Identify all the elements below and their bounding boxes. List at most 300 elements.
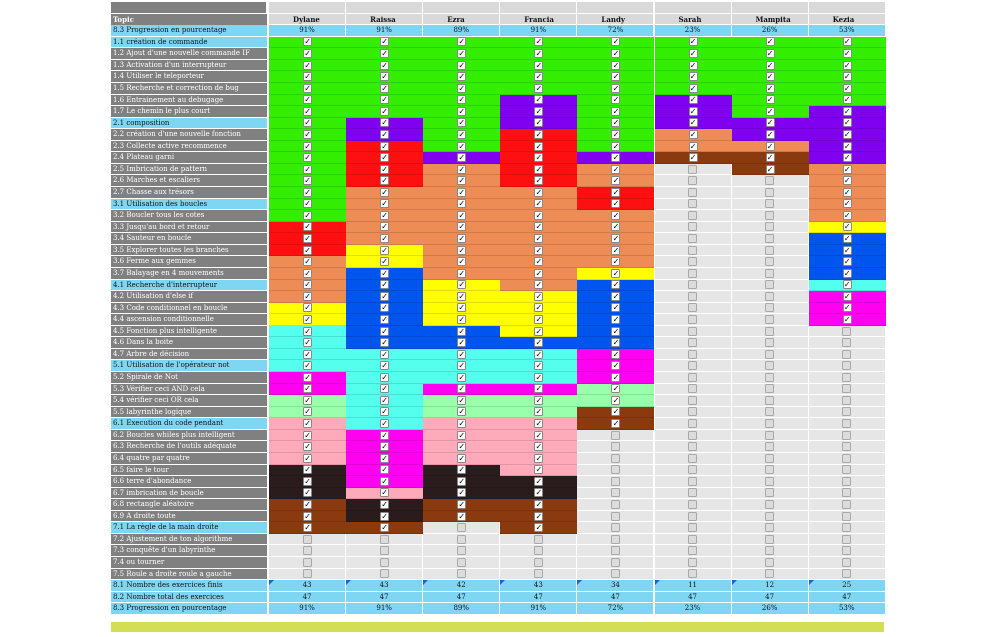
progress-cell[interactable] — [732, 291, 809, 303]
checkbox-checked[interactable]: ✓ — [381, 245, 388, 255]
progress-cell[interactable] — [269, 488, 346, 500]
summary-value-cell[interactable] — [732, 603, 809, 615]
progress-cell[interactable] — [655, 152, 732, 164]
checkbox-checked[interactable]: ✓ — [535, 164, 543, 174]
checkbox-unchecked[interactable] — [765, 338, 774, 347]
topic-label[interactable]: 6.5 faire le tour — [111, 465, 267, 477]
checkbox-unchecked[interactable] — [842, 512, 851, 521]
progress-cell[interactable] — [732, 187, 809, 199]
checkbox-unchecked[interactable] — [611, 558, 620, 567]
checkbox-checked[interactable]: ✓ — [458, 257, 466, 267]
progress-cell[interactable] — [500, 37, 577, 49]
checkbox-unchecked[interactable] — [842, 569, 851, 578]
topic-label[interactable]: 7.2 Ajustement de ton algorithme — [111, 534, 267, 546]
progress-cell[interactable] — [732, 349, 809, 361]
progress-cell[interactable] — [732, 557, 809, 569]
summary-label[interactable]: 8.2 Nombre total des exercices — [111, 592, 267, 604]
progress-cell[interactable] — [809, 291, 886, 303]
summary-value-cell[interactable] — [500, 603, 577, 615]
progress-cell[interactable] — [269, 395, 346, 407]
checkbox-checked[interactable]: ✓ — [843, 129, 851, 139]
checkbox-checked[interactable]: ✓ — [458, 499, 466, 509]
checkbox-checked[interactable]: ✓ — [381, 523, 388, 533]
topic-label[interactable]: 4.2 Utilisation d'else if — [111, 291, 267, 303]
checkbox-checked[interactable]: ✓ — [612, 384, 620, 394]
progress-cell[interactable] — [346, 129, 423, 141]
checkbox-checked[interactable]: ✓ — [381, 314, 388, 324]
student-header-ezra[interactable]: Ezra — [423, 14, 500, 26]
progress-cell[interactable] — [577, 210, 654, 222]
checkbox-checked[interactable]: ✓ — [304, 106, 311, 116]
progress-cell[interactable] — [732, 280, 809, 292]
progress-cell[interactable] — [577, 545, 654, 557]
checkbox-checked[interactable]: ✓ — [766, 95, 774, 105]
checkbox-checked[interactable]: ✓ — [535, 349, 543, 359]
checkbox-checked[interactable]: ✓ — [458, 176, 466, 186]
progress-cell[interactable] — [577, 141, 654, 153]
progress-cell[interactable] — [655, 48, 732, 60]
checkbox-checked[interactable]: ✓ — [381, 407, 388, 417]
checkbox-checked[interactable]: ✓ — [843, 37, 851, 47]
checkbox-checked[interactable]: ✓ — [458, 60, 466, 70]
checkbox-checked[interactable]: ✓ — [381, 326, 388, 336]
progress-cell[interactable] — [577, 268, 654, 280]
progress-cell[interactable] — [346, 187, 423, 199]
progress-cell[interactable] — [809, 407, 886, 419]
progress-cell[interactable] — [500, 175, 577, 187]
topic-label[interactable]: 4.1 Recherche d'interrupteur — [111, 280, 267, 292]
checkbox-checked[interactable]: ✓ — [304, 303, 311, 313]
checkbox-checked[interactable]: ✓ — [535, 129, 543, 139]
progress-cell[interactable] — [732, 268, 809, 280]
progress-cell[interactable] — [269, 256, 346, 268]
checkbox-unchecked[interactable] — [688, 419, 697, 428]
checkbox-checked[interactable]: ✓ — [304, 488, 311, 498]
progress-cell[interactable] — [500, 141, 577, 153]
progress-cell[interactable] — [655, 430, 732, 442]
checkbox-checked[interactable]: ✓ — [458, 37, 466, 47]
progress-cell[interactable] — [269, 152, 346, 164]
checkbox-unchecked[interactable] — [611, 546, 620, 555]
checkbox-checked[interactable]: ✓ — [458, 314, 466, 324]
checkbox-unchecked[interactable] — [765, 269, 774, 278]
checkbox-checked[interactable]: ✓ — [843, 83, 851, 93]
checkbox-checked[interactable]: ✓ — [535, 430, 543, 440]
progress-cell[interactable] — [346, 441, 423, 453]
progress-cell[interactable] — [269, 222, 346, 234]
checkbox-checked[interactable]: ✓ — [381, 129, 388, 139]
checkbox-unchecked[interactable] — [765, 442, 774, 451]
checkbox-checked[interactable]: ✓ — [458, 407, 466, 417]
checkbox-unchecked[interactable] — [765, 419, 774, 428]
checkbox-unchecked[interactable] — [457, 546, 466, 555]
checkbox-checked[interactable]: ✓ — [535, 384, 543, 394]
summary-value-cell[interactable] — [809, 25, 886, 37]
checkbox-unchecked[interactable] — [842, 407, 851, 416]
progress-cell[interactable] — [655, 534, 732, 546]
progress-cell[interactable] — [809, 245, 886, 257]
progress-cell[interactable] — [500, 522, 577, 534]
checkbox-checked[interactable]: ✓ — [689, 83, 697, 93]
checkbox-checked[interactable]: ✓ — [612, 129, 620, 139]
checkbox-checked[interactable]: ✓ — [535, 488, 543, 498]
checkbox-checked[interactable]: ✓ — [766, 129, 774, 139]
checkbox-unchecked[interactable] — [688, 315, 697, 324]
progress-cell[interactable] — [655, 418, 732, 430]
progress-cell[interactable] — [655, 499, 732, 511]
progress-cell[interactable] — [732, 129, 809, 141]
progress-cell[interactable] — [423, 372, 500, 384]
checkbox-unchecked[interactable] — [688, 569, 697, 578]
checkbox-unchecked[interactable] — [842, 546, 851, 555]
checkbox-checked[interactable]: ✓ — [612, 164, 620, 174]
progress-cell[interactable] — [655, 210, 732, 222]
progress-cell[interactable] — [500, 187, 577, 199]
checkbox-checked[interactable]: ✓ — [535, 234, 543, 244]
checkbox-checked[interactable]: ✓ — [612, 37, 620, 47]
checkbox-checked[interactable]: ✓ — [304, 222, 311, 232]
checkbox-checked[interactable]: ✓ — [304, 129, 311, 139]
progress-cell[interactable] — [732, 303, 809, 315]
progress-cell[interactable] — [809, 118, 886, 130]
summary-value-cell[interactable] — [732, 592, 809, 604]
checkbox-checked[interactable]: ✓ — [381, 234, 388, 244]
checkbox-checked[interactable]: ✓ — [612, 395, 620, 405]
progress-cell[interactable] — [577, 395, 654, 407]
checkbox-checked[interactable]: ✓ — [535, 153, 543, 163]
progress-cell[interactable] — [423, 545, 500, 557]
topic-label[interactable]: 6.4 quatre par quatre — [111, 453, 267, 465]
progress-cell[interactable] — [423, 71, 500, 83]
topic-label[interactable]: 2.5 Imbrication de pattern — [111, 164, 267, 176]
progress-cell[interactable] — [423, 256, 500, 268]
progress-cell[interactable] — [423, 465, 500, 477]
progress-cell[interactable] — [655, 545, 732, 557]
checkbox-checked[interactable]: ✓ — [304, 118, 311, 128]
progress-cell[interactable] — [269, 106, 346, 118]
checkbox-unchecked[interactable] — [688, 546, 697, 555]
progress-cell[interactable] — [423, 175, 500, 187]
progress-cell[interactable] — [423, 349, 500, 361]
progress-cell[interactable] — [809, 60, 886, 72]
progress-cell[interactable] — [809, 395, 886, 407]
topic-label[interactable]: 3.6 Ferme aux gemmes — [111, 256, 267, 268]
progress-cell[interactable] — [346, 314, 423, 326]
checkbox-unchecked[interactable] — [765, 454, 774, 463]
progress-cell[interactable] — [655, 60, 732, 72]
checkbox-unchecked[interactable] — [765, 512, 774, 521]
progress-cell[interactable] — [655, 326, 732, 338]
checkbox-checked[interactable]: ✓ — [766, 49, 774, 59]
checkbox-checked[interactable]: ✓ — [381, 141, 388, 151]
progress-cell[interactable] — [269, 326, 346, 338]
progress-cell[interactable] — [809, 569, 886, 581]
checkbox-checked[interactable]: ✓ — [458, 72, 466, 82]
progress-cell[interactable] — [577, 95, 654, 107]
student-header-kezia[interactable]: Kezia — [809, 14, 886, 26]
topic-label[interactable]: 2.2 création d'une nouvelle fonction — [111, 129, 267, 141]
checkbox-checked[interactable]: ✓ — [535, 141, 543, 151]
progress-cell[interactable] — [577, 71, 654, 83]
progress-cell[interactable] — [655, 465, 732, 477]
progress-cell[interactable] — [423, 83, 500, 95]
progress-cell[interactable] — [809, 499, 886, 511]
checkbox-unchecked[interactable] — [380, 569, 389, 578]
progress-cell[interactable] — [346, 106, 423, 118]
checkbox-checked[interactable]: ✓ — [843, 141, 851, 151]
progress-cell[interactable] — [732, 326, 809, 338]
checkbox-checked[interactable]: ✓ — [535, 453, 543, 463]
checkbox-checked[interactable]: ✓ — [381, 430, 388, 440]
progress-cell[interactable] — [809, 314, 886, 326]
checkbox-checked[interactable]: ✓ — [612, 153, 620, 163]
topic-label[interactable]: 1.3 Activation d'un interrupteur — [111, 60, 267, 72]
progress-cell[interactable] — [577, 488, 654, 500]
progress-cell[interactable] — [577, 256, 654, 268]
checkbox-checked[interactable]: ✓ — [458, 291, 466, 301]
progress-cell[interactable] — [423, 418, 500, 430]
blank-header-cell[interactable] — [809, 2, 886, 14]
checkbox-checked[interactable]: ✓ — [381, 361, 388, 371]
topic-label[interactable]: 1.6 Entrainement au debugage — [111, 95, 267, 107]
progress-cell[interactable] — [423, 384, 500, 396]
progress-cell[interactable] — [809, 488, 886, 500]
topic-label[interactable]: 7.4 ou tourner — [111, 557, 267, 569]
blank-header-cell[interactable] — [577, 2, 654, 14]
checkbox-unchecked[interactable] — [688, 373, 697, 382]
progress-cell[interactable] — [346, 395, 423, 407]
checkbox-checked[interactable]: ✓ — [535, 83, 543, 93]
checkbox-unchecked[interactable] — [765, 246, 774, 255]
checkbox-checked[interactable]: ✓ — [612, 141, 620, 151]
summary-value-cell[interactable] — [423, 592, 500, 604]
progress-cell[interactable] — [500, 395, 577, 407]
topic-label[interactable]: 2.1 composition — [111, 118, 267, 130]
progress-cell[interactable] — [500, 465, 577, 477]
topic-label[interactable]: 4.3 Code conditionnel en boucle — [111, 303, 267, 315]
topic-label[interactable]: 4.7 Arbre de décision — [111, 349, 267, 361]
progress-cell[interactable] — [655, 268, 732, 280]
checkbox-checked[interactable]: ✓ — [304, 384, 311, 394]
summary-value-cell[interactable] — [500, 592, 577, 604]
checkbox-checked[interactable]: ✓ — [304, 49, 311, 59]
checkbox-checked[interactable]: ✓ — [381, 106, 388, 116]
topic-label[interactable]: 4.6 Dans la boite — [111, 337, 267, 349]
progress-cell[interactable] — [500, 245, 577, 257]
progress-cell[interactable] — [577, 511, 654, 523]
checkbox-checked[interactable]: ✓ — [766, 141, 774, 151]
checkbox-checked[interactable]: ✓ — [843, 164, 851, 174]
checkbox-checked[interactable]: ✓ — [612, 72, 620, 82]
progress-cell[interactable] — [500, 545, 577, 557]
checkbox-checked[interactable]: ✓ — [304, 37, 311, 47]
progress-cell[interactable] — [809, 95, 886, 107]
progress-cell[interactable] — [346, 222, 423, 234]
checkbox-checked[interactable]: ✓ — [458, 361, 466, 371]
checkbox-unchecked[interactable] — [765, 292, 774, 301]
checkbox-checked[interactable]: ✓ — [843, 245, 851, 255]
checkbox-checked[interactable]: ✓ — [381, 488, 388, 498]
checkbox-checked[interactable]: ✓ — [458, 465, 466, 475]
progress-cell[interactable] — [423, 569, 500, 581]
progress-cell[interactable] — [500, 256, 577, 268]
checkbox-checked[interactable]: ✓ — [381, 187, 388, 197]
checkbox-unchecked[interactable] — [765, 199, 774, 208]
checkbox-checked[interactable]: ✓ — [612, 95, 620, 105]
checkbox-checked[interactable]: ✓ — [458, 419, 466, 429]
progress-cell[interactable] — [269, 83, 346, 95]
progress-cell[interactable] — [809, 511, 886, 523]
progress-cell[interactable] — [500, 199, 577, 211]
progress-cell[interactable] — [500, 453, 577, 465]
checkbox-checked[interactable]: ✓ — [843, 95, 851, 105]
progress-cell[interactable] — [500, 152, 577, 164]
checkbox-checked[interactable]: ✓ — [612, 49, 620, 59]
progress-cell[interactable] — [577, 175, 654, 187]
checkbox-checked[interactable]: ✓ — [304, 372, 311, 382]
checkbox-checked[interactable]: ✓ — [535, 222, 543, 232]
checkbox-checked[interactable]: ✓ — [843, 257, 851, 267]
progress-cell[interactable] — [269, 280, 346, 292]
checkbox-checked[interactable]: ✓ — [304, 499, 311, 509]
checkbox-unchecked[interactable] — [611, 442, 620, 451]
checkbox-unchecked[interactable] — [842, 488, 851, 497]
checkbox-checked[interactable]: ✓ — [304, 245, 311, 255]
checkbox-checked[interactable]: ✓ — [612, 419, 620, 429]
progress-cell[interactable] — [577, 465, 654, 477]
progress-cell[interactable] — [500, 384, 577, 396]
progress-cell[interactable] — [655, 175, 732, 187]
checkbox-checked[interactable]: ✓ — [535, 338, 543, 348]
student-header-sarah[interactable]: Sarah — [655, 14, 732, 26]
checkbox-checked[interactable]: ✓ — [381, 83, 388, 93]
progress-cell[interactable] — [655, 280, 732, 292]
progress-cell[interactable] — [500, 499, 577, 511]
checkbox-checked[interactable]: ✓ — [458, 268, 466, 278]
topic-label[interactable]: 1.5 Recherche et correction de bug — [111, 83, 267, 95]
topic-label[interactable]: 7.5 Roule a droite roule a gauche — [111, 569, 267, 581]
blank-header-cell[interactable] — [423, 2, 500, 14]
checkbox-unchecked[interactable] — [688, 535, 697, 544]
progress-cell[interactable] — [500, 233, 577, 245]
progress-cell[interactable] — [577, 303, 654, 315]
progress-cell[interactable] — [732, 314, 809, 326]
progress-cell[interactable] — [577, 372, 654, 384]
progress-cell[interactable] — [577, 106, 654, 118]
checkbox-unchecked[interactable] — [765, 558, 774, 567]
student-header-mampita[interactable]: Mampita — [732, 14, 809, 26]
progress-cell[interactable] — [809, 337, 886, 349]
checkbox-checked[interactable]: ✓ — [535, 407, 543, 417]
checkbox-checked[interactable]: ✓ — [612, 257, 620, 267]
progress-cell[interactable] — [732, 210, 809, 222]
summary-label[interactable]: 8.3 Progression en pourcentage — [111, 603, 267, 615]
checkbox-unchecked[interactable] — [688, 396, 697, 405]
progress-cell[interactable] — [423, 441, 500, 453]
checkbox-unchecked[interactable] — [842, 419, 851, 428]
progress-cell[interactable] — [732, 465, 809, 477]
progress-cell[interactable] — [423, 210, 500, 222]
checkbox-unchecked[interactable] — [842, 442, 851, 451]
checkbox-unchecked[interactable] — [688, 477, 697, 486]
checkbox-checked[interactable]: ✓ — [381, 419, 388, 429]
checkbox-unchecked[interactable] — [842, 338, 851, 347]
student-header-landy[interactable]: Landy — [577, 14, 654, 26]
progress-cell[interactable] — [732, 453, 809, 465]
progress-cell[interactable] — [577, 291, 654, 303]
progress-cell[interactable] — [423, 187, 500, 199]
checkbox-checked[interactable]: ✓ — [766, 118, 774, 128]
progress-cell[interactable] — [423, 511, 500, 523]
progress-cell[interactable] — [809, 441, 886, 453]
progress-cell[interactable] — [423, 129, 500, 141]
progress-cell[interactable] — [346, 141, 423, 153]
checkbox-checked[interactable]: ✓ — [689, 118, 697, 128]
checkbox-checked[interactable]: ✓ — [458, 49, 466, 59]
progress-cell[interactable] — [732, 141, 809, 153]
checkbox-checked[interactable]: ✓ — [381, 338, 388, 348]
checkbox-checked[interactable]: ✓ — [458, 430, 466, 440]
checkbox-unchecked[interactable] — [842, 350, 851, 359]
checkbox-checked[interactable]: ✓ — [458, 199, 466, 209]
checkbox-checked[interactable]: ✓ — [304, 164, 311, 174]
progress-cell[interactable] — [500, 349, 577, 361]
checkbox-unchecked[interactable] — [765, 569, 774, 578]
checkbox-checked[interactable]: ✓ — [843, 291, 851, 301]
summary-value-cell[interactable] — [809, 580, 886, 592]
progress-cell[interactable] — [577, 337, 654, 349]
progress-cell[interactable] — [269, 418, 346, 430]
summary-value-cell[interactable] — [423, 580, 500, 592]
progress-cell[interactable] — [500, 314, 577, 326]
progress-cell[interactable] — [809, 141, 886, 153]
checkbox-checked[interactable]: ✓ — [458, 118, 466, 128]
checkbox-checked[interactable]: ✓ — [458, 280, 466, 290]
topic-label[interactable]: 5.4 vérifier ceci OR cela — [111, 395, 267, 407]
checkbox-checked[interactable]: ✓ — [458, 222, 466, 232]
progress-cell[interactable] — [346, 245, 423, 257]
progress-cell[interactable] — [809, 48, 886, 60]
progress-cell[interactable] — [655, 337, 732, 349]
checkbox-checked[interactable]: ✓ — [381, 60, 388, 70]
progress-cell[interactable] — [269, 164, 346, 176]
progress-cell[interactable] — [423, 245, 500, 257]
checkbox-checked[interactable]: ✓ — [612, 60, 620, 70]
progress-cell[interactable] — [655, 395, 732, 407]
summary-value-cell[interactable] — [655, 603, 732, 615]
progress-cell[interactable] — [269, 37, 346, 49]
progress-cell[interactable] — [655, 245, 732, 257]
progress-cell[interactable] — [809, 557, 886, 569]
checkbox-unchecked[interactable] — [688, 431, 697, 440]
progress-cell[interactable] — [269, 337, 346, 349]
checkbox-unchecked[interactable] — [842, 384, 851, 393]
blank-header-cell[interactable] — [500, 2, 577, 14]
progress-cell[interactable] — [269, 534, 346, 546]
progress-cell[interactable] — [577, 280, 654, 292]
checkbox-checked[interactable]: ✓ — [381, 222, 388, 232]
progress-cell[interactable] — [809, 303, 886, 315]
checkbox-checked[interactable]: ✓ — [612, 176, 620, 186]
checkbox-unchecked[interactable] — [688, 257, 697, 266]
progress-cell[interactable] — [732, 499, 809, 511]
checkbox-unchecked[interactable] — [688, 454, 697, 463]
topic-label[interactable]: 4.5 Fonction plus intelligente — [111, 326, 267, 338]
summary-value-cell[interactable] — [809, 603, 886, 615]
summary-value-cell[interactable] — [269, 25, 346, 37]
summary-value-cell[interactable] — [500, 580, 577, 592]
progress-cell[interactable] — [500, 222, 577, 234]
